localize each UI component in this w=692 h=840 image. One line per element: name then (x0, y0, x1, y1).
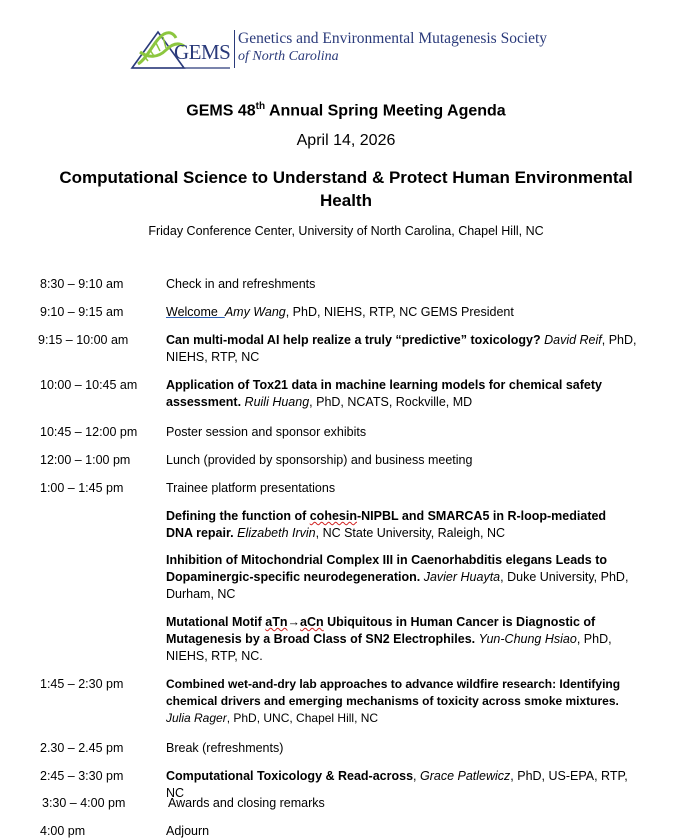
speaker-name: David Reif (544, 333, 602, 347)
speaker-name: Julia Rager (166, 711, 227, 725)
agenda-time: 10:00 – 10:45 am (40, 378, 138, 392)
speaker-affiliation: , PhD, US-EPA, RTP, NC (166, 769, 628, 800)
agenda-time: 2.30 – 2.45 pm (40, 741, 124, 755)
agenda-text (166, 508, 636, 542)
agenda-text: Computational Toxicology & Read-across, Grace Patlewicz, PhD, US-EPA, RTP, NC (166, 769, 628, 800)
speaker-affiliation: , Duke University, PhD, Durham, NC (166, 570, 629, 601)
agenda-time: 4:00 pm (40, 824, 86, 838)
speaker-affiliation: , NC State University, Raleigh, NC (315, 526, 506, 540)
speaker-name: Ruili Huang (244, 395, 310, 409)
agenda-time: 1:00 – 1:45 pm (40, 481, 124, 495)
agenda-time: 1:45 – 2:30 pm (40, 677, 124, 691)
agenda-text: Adjourn (166, 824, 210, 838)
gems-logo (130, 28, 570, 72)
meeting-theme: Computational Science to Understand & Protect Human Environmental Health (59, 168, 633, 210)
agenda-text: Trainee platform presentations (166, 481, 336, 495)
agenda-time: 2:45 – 3:30 pm (40, 769, 124, 783)
speaker-name: Grace Patlewicz (419, 769, 511, 783)
meeting-venue: Friday Conference Center, University of North Carolina, Chapel Hill, NC (148, 224, 544, 238)
speaker-affiliation: , PhD, NCATS, Rockville, MD (309, 395, 473, 409)
agenda-text: Lunch (provided by sponsorship) and business meeting (166, 453, 473, 467)
agenda-text (166, 614, 640, 665)
speaker-affiliation: , PhD, UNC, Chapel Hill, NC (226, 711, 379, 725)
agenda-time: 12:00 – 1:00 pm (40, 453, 131, 467)
agenda-time: 10:45 – 12:00 pm (40, 425, 138, 439)
agenda-text (166, 332, 642, 366)
talk-title: Combined wet-and-dry lab approaches to advance wildfire research: Identifying chemical drivers and emerging mechanisms of toxicity across smoke mixtures. (166, 677, 621, 708)
agenda-time: 9:10 – 9:15 am (40, 305, 124, 319)
logo-divider (234, 30, 235, 68)
agenda-text: Check in and refreshments (166, 277, 316, 291)
agenda-text: Poster session and sponsor exhibits (166, 425, 367, 439)
talk-title: Application of Tox21 data in machine learning models for chemical safety assessment. (166, 378, 602, 409)
speaker-name: Amy Wang (224, 305, 286, 319)
agenda-text (166, 377, 606, 411)
speaker-name: Yun-Chung Hsiao (478, 632, 577, 646)
talk-title: Inhibition of Mitochondrial Complex III in Caenorhabditis elegans Leads to Dopaminergic-specific neurodegeneration. (166, 553, 608, 584)
speaker-name: Elizabeth Irvin (237, 526, 316, 540)
agenda-text (166, 676, 638, 727)
speaker-affiliation: , PhD, NIEHS, RTP, NC GEMS President (285, 305, 514, 319)
talk-title: Can multi-modal AI help realize a truly “predictive” toxicology? (166, 333, 541, 347)
talk-title: Mutational Motif aTn→aCn Ubiquitous in Human Cancer is Diagnostic of Mutagenesis by a Broad Class of SN2 Electrophiles. (166, 615, 596, 646)
agenda-text (166, 304, 642, 321)
logo-society-region: of North Carolina (238, 49, 339, 64)
agenda-text (166, 552, 640, 603)
speaker-name: Javier Huayta (423, 570, 501, 584)
speaker-affiliation: , PhD, NIEHS, RTP, NC (166, 333, 637, 364)
agenda-time: 3:30 – 4:00 pm (42, 796, 126, 810)
talk-title: Defining the function of cohesin-NIPBL and SMARCA5 in R-loop-mediated DNA repair. (166, 509, 607, 540)
welcome-label: Welcome (166, 305, 225, 319)
meeting-title: GEMS 48th Annual Spring Meeting Agenda (186, 101, 506, 120)
speaker-affiliation: , PhD, NIEHS, RTP, NC. (166, 632, 612, 663)
agenda-time: 9:15 – 10:00 am (38, 333, 129, 347)
logo-gems-text: GEMS (174, 40, 231, 64)
logo-society-name: Genetics and Environmental Mutagenesis Society (238, 30, 548, 47)
agenda-text: Awards and closing remarks (168, 796, 325, 810)
agenda-time: 8:30 – 9:10 am (40, 277, 124, 291)
meeting-date: April 14, 2026 (296, 132, 396, 149)
talk-title: Computational Toxicology & Read-across (166, 769, 414, 783)
agenda-text: Break (refreshments) (166, 741, 284, 755)
